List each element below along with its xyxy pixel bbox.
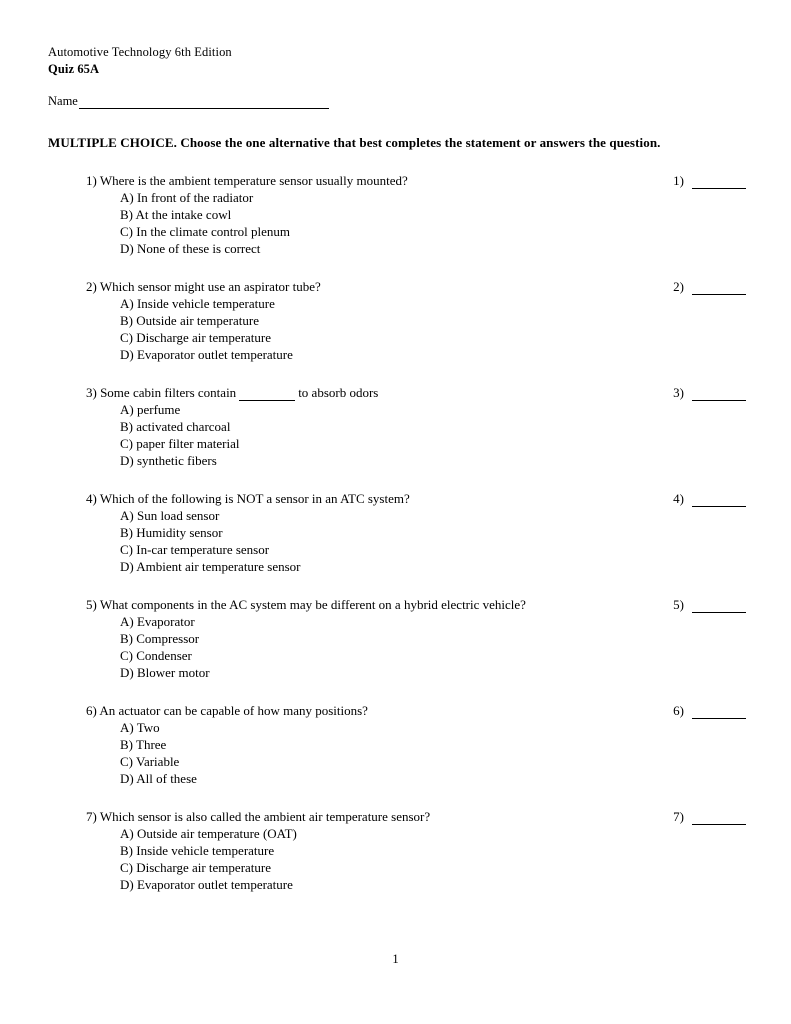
question-text-before: 3) Some cabin filters contain xyxy=(86,385,237,400)
name-row xyxy=(48,94,748,109)
question-row xyxy=(48,278,748,295)
choice-option[interactable]: B) Compressor xyxy=(120,631,200,646)
answer-number: 1) xyxy=(673,173,684,188)
choice-list xyxy=(48,613,748,681)
name-label: Name xyxy=(48,94,78,108)
answer-blank-group[interactable] xyxy=(673,278,748,295)
choice-list xyxy=(48,825,748,893)
answer-blank-group[interactable] xyxy=(673,702,748,719)
choice-option[interactable]: C) In the climate control plenum xyxy=(120,224,291,239)
answer-blank-group[interactable] xyxy=(673,808,748,825)
page-number: 1 xyxy=(392,952,399,966)
choice-option[interactable]: C) paper filter material xyxy=(120,436,240,451)
question-text-before: 2) Which sensor might use an aspirator tube? xyxy=(86,279,321,294)
choice-list xyxy=(48,295,748,363)
question-row xyxy=(48,172,748,189)
answer-number: 5) xyxy=(673,597,684,612)
question-block xyxy=(48,278,748,363)
instructions-text: MULTIPLE CHOICE. Choose the one alternative that best completes the statement or answers the question. xyxy=(48,135,661,150)
document-title-line1: Automotive Technology 6th Edition xyxy=(48,45,232,59)
question-block xyxy=(48,490,748,575)
question-text xyxy=(48,490,410,507)
question-text-after: to absorb odors xyxy=(298,385,379,400)
question-row xyxy=(48,490,748,507)
choice-option[interactable]: D) Evaporator outlet temperature xyxy=(120,347,293,362)
answer-rule[interactable] xyxy=(692,495,746,507)
choice-option[interactable]: A) Evaporator xyxy=(120,614,195,629)
choice-list xyxy=(48,401,748,469)
choice-option[interactable]: D) All of these xyxy=(120,771,197,786)
choice-option[interactable]: B) Inside vehicle temperature xyxy=(120,843,275,858)
answer-blank-group[interactable] xyxy=(673,596,748,613)
question-block xyxy=(48,384,748,469)
choice-option[interactable]: D) None of these is correct xyxy=(120,241,261,256)
choice-option[interactable]: B) Outside air temperature xyxy=(120,313,259,328)
choice-option[interactable]: D) Evaporator outlet temperature xyxy=(120,877,293,892)
choice-option[interactable]: A) perfume xyxy=(120,402,181,417)
choice-option[interactable]: B) Three xyxy=(120,737,167,752)
question-text xyxy=(48,172,408,189)
choice-option[interactable]: D) Ambient air temperature sensor xyxy=(120,559,301,574)
answer-number: 2) xyxy=(673,279,684,294)
question-row xyxy=(48,702,748,719)
choice-option[interactable]: A) Two xyxy=(120,720,160,735)
question-text xyxy=(48,702,368,719)
question-text-before: 4) Which of the following is NOT a sensor in an ATC system? xyxy=(86,491,410,506)
answer-number: 6) xyxy=(673,703,684,718)
question-list xyxy=(48,172,748,893)
choice-option[interactable]: A) Sun load sensor xyxy=(120,508,220,523)
question-row xyxy=(48,596,748,613)
answer-blank-group[interactable] xyxy=(673,172,748,189)
choice-list xyxy=(48,719,748,787)
question-block xyxy=(48,702,748,787)
name-input-rule[interactable] xyxy=(79,96,329,109)
question-row xyxy=(48,808,748,825)
choice-list xyxy=(48,189,748,257)
choice-option[interactable]: A) Outside air temperature (OAT) xyxy=(120,826,297,841)
choice-option[interactable]: B) Humidity sensor xyxy=(120,525,223,540)
choice-option[interactable]: C) Variable xyxy=(120,754,180,769)
answer-rule[interactable] xyxy=(692,707,746,719)
answer-rule[interactable] xyxy=(692,177,746,189)
answer-number: 7) xyxy=(673,809,684,824)
question-text xyxy=(48,808,430,825)
answer-blank-group[interactable] xyxy=(673,384,748,401)
question-text-before: 7) Which sensor is also called the ambient air temperature sensor? xyxy=(86,809,431,824)
question-row xyxy=(48,384,748,401)
answer-number: 3) xyxy=(673,385,684,400)
choice-option[interactable]: D) synthetic fibers xyxy=(120,453,217,468)
answer-rule[interactable] xyxy=(692,813,746,825)
choice-list xyxy=(48,507,748,575)
question-block xyxy=(48,808,748,893)
answer-rule[interactable] xyxy=(692,389,746,401)
quiz-sheet xyxy=(48,44,748,914)
choice-option[interactable]: A) In front of the radiator xyxy=(120,190,254,205)
question-text-before: 6) An actuator can be capable of how many positions? xyxy=(86,703,368,718)
document-title-line2: Quiz 65A xyxy=(48,62,100,76)
question-text-before: 5) What components in the AC system may be different on a hybrid electric vehicle? xyxy=(86,597,526,612)
question-text-before: 1) Where is the ambient temperature sensor usually mounted? xyxy=(86,173,408,188)
choice-option[interactable]: C) In-car temperature sensor xyxy=(120,542,270,557)
answer-number: 4) xyxy=(673,491,684,506)
answer-rule[interactable] xyxy=(692,601,746,613)
question-text xyxy=(48,384,378,401)
question-block xyxy=(48,172,748,257)
question-text xyxy=(48,278,321,295)
question-text xyxy=(48,596,526,613)
question-block xyxy=(48,596,748,681)
choice-option[interactable]: C) Condenser xyxy=(120,648,192,663)
choice-option[interactable]: A) Inside vehicle temperature xyxy=(120,296,275,311)
choice-option[interactable]: B) At the intake cowl xyxy=(120,207,232,222)
choice-option[interactable]: C) Discharge air temperature xyxy=(120,860,271,875)
choice-option[interactable]: B) activated charcoal xyxy=(120,419,231,434)
answer-rule[interactable] xyxy=(692,283,746,295)
question-blank-rule xyxy=(239,389,295,401)
choice-option[interactable]: C) Discharge air temperature xyxy=(120,330,271,345)
answer-blank-group[interactable] xyxy=(673,490,748,507)
choice-option[interactable]: D) Blower motor xyxy=(120,665,210,680)
